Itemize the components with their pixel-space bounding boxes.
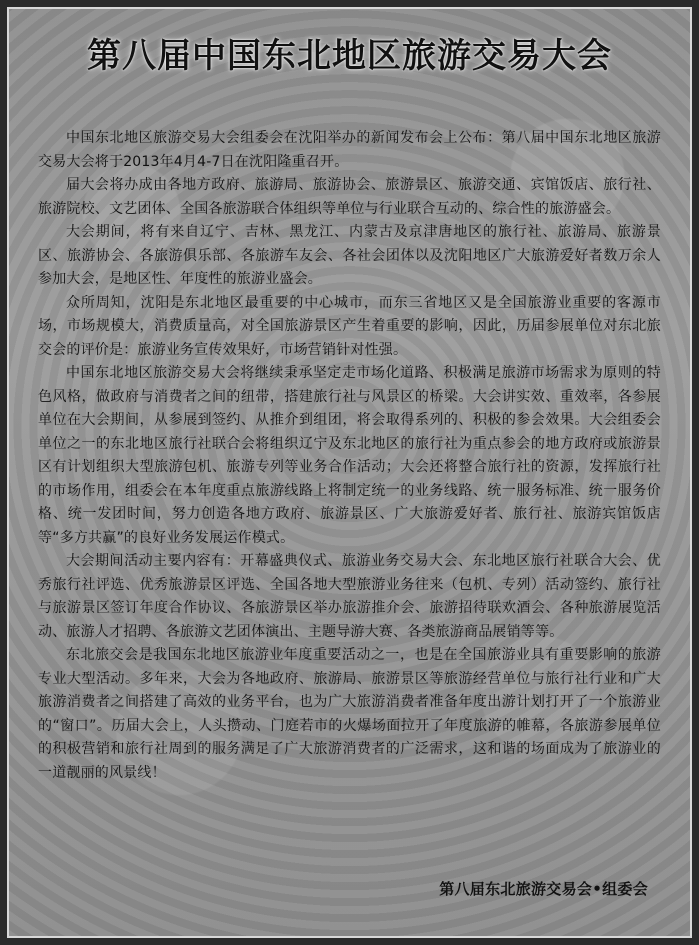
article-content bbox=[38, 127, 661, 785]
title-wrap bbox=[9, 37, 690, 76]
paragraph-3: 大会期间，将有来自辽宁、吉林、黑龙江、内蒙古及京津唐地区的旅行社、旅游局、旅游景区、旅游协会、各旅游俱乐部、各旅游车友会、各社会团体以及沈阳地区广大旅游爱好者数万余人参加大会，是地区性、年度性的旅游业盛会。 bbox=[38, 224, 661, 287]
paragraph-4: 众所周知，沈阳是东北地区最重要的中心城市，而东三省地区又是全国旅游业重要的客源市场，市场规模大，消费质量高，对全国旅游景区产生着重要的影响，因此，历届参展单位对东北旅交会的评价是：旅游业务宣传效果好，市场营销针对性强。 bbox=[38, 294, 661, 358]
paragraph-5: 中国东北地区旅游交易大会将继续秉承坚定走市场化道路、积极满足旅游市场需求为原则的特色风格，做政府与消费者之间的纽带，搭建旅行社与风景区的桥梁。大会讲实效、重效率，各参展单位在大会期间，从参展到签约、从推介到组团，将会取得系列的、积极的参会效果。大会组委会单位之一的东北地区旅行社联合会将组织辽宁及东北地区的旅行社为重点参会的地方政府或旅游景区有计划组织大型旅游包机、旅游专列等业务合作活动；大会还将整合旅行社的资源，发挥旅行社的市场作用，组委会在本年度重点旅游线路上将制定统一的业务线路、统一服务标准、统一服务价格、统一发团时间，努力创造各地方政府、旅游景区、广大旅游爱好者、旅行社、旅游宾馆饭店等“多方共赢”的良好业务发展运作模式。 bbox=[38, 365, 661, 546]
paragraph-2: 届大会将办成由各地方政府、旅游局、旅游协会、旅游景区、旅游交通、宾馆饭店、旅行社、旅游院校、文艺团体、全国各旅游联合体组织等单位与行业联合互动的、综合性的旅游盛会。 bbox=[38, 177, 661, 217]
paragraph-1: 中国东北地区旅游交易大会组委会在沈阳举办的新闻发布会上公布：第八届中国东北地区旅游交易大会将于2013年4月4-7日在沈阳隆重召开。 bbox=[38, 130, 661, 170]
organizer-signature: 第八届东北旅游交易会•组委会 bbox=[439, 880, 648, 898]
poster-title: 第八届中国东北地区旅游交易大会 bbox=[87, 36, 612, 76]
poster-frame bbox=[7, 7, 692, 938]
paragraph-7: 东北旅交会是我国东北地区旅游业年度重要活动之一，也是在全国旅游业具有重要影响的旅游专业大型活动。多年来，大会为各地政府、旅游局、旅游景区等旅游经营单位与旅行社行业和广大旅游消费者之间搭建了高效的业务平台，也为广大旅游消费者准备年度出游计划打开了一个旅游业的“窗口”。历届大会上，人头攒动、门庭若市的火爆场面拉开了年度旅游的帷幕，各旅游参展单位的积极营销和旅行社周到的服务满足了广大旅游消费者的广泛需求，这和谐的场面成为了旅游业的一道靓丽的风景线！ bbox=[38, 647, 661, 781]
paragraph-6: 大会期间活动主要内容有：开幕盛典仪式、旅游业务交易大会、东北地区旅行社联合大会、优秀旅行社评选、优秀旅游景区评选、全国各地大型旅游业务往来（包机、专列）活动签约、旅行社与旅游景区签订年度合作协议、各旅游景区举办旅游推介会、旅游招待联欢酒会、各种旅游展览活动、旅游人才招聘、各旅游文艺团体演出、主题导游大赛、各类旅游商品展销等等。 bbox=[38, 553, 661, 640]
